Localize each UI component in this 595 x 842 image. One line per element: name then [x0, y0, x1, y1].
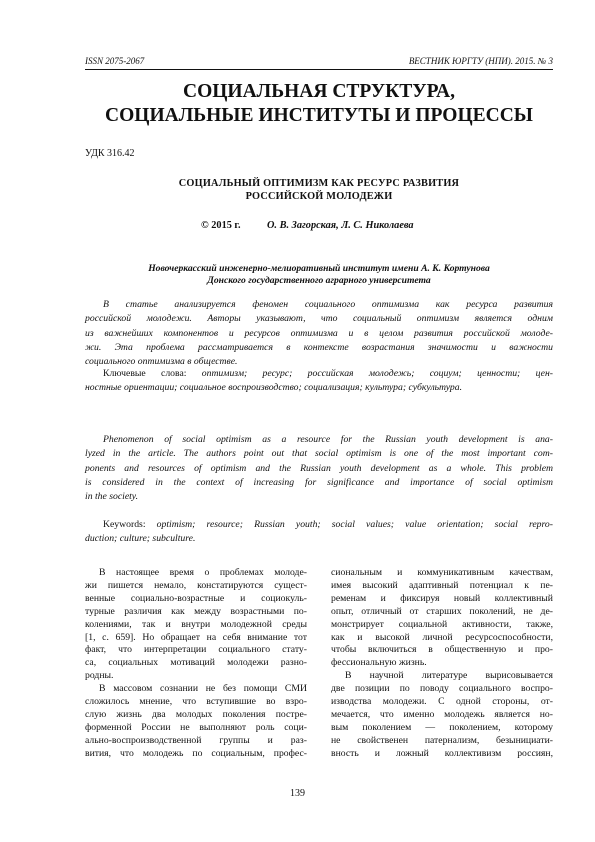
body-line: турные различия как между возрастными по-: [85, 605, 307, 617]
keywords-en-list: optimism; resource; Russian youth; social values; value orientation; social repro-: [156, 519, 553, 530]
keywords-ru-line-1: [85, 367, 553, 381]
journal-issue-label: ВЕСТНИК ЮРГТУ (НПИ). 2015. № 3: [408, 56, 553, 66]
abstract-russian: [85, 298, 553, 369]
body-line: две позиции по поводу социального воспро-: [331, 683, 553, 695]
body-line: венные социально-возрастные и социокуль-: [85, 592, 307, 604]
body-line: сиональным и коммуникативным качествам,: [331, 567, 553, 578]
body-line: родны.: [85, 670, 114, 682]
keywords-ru-line-2: ностные ориентации; социальное воспроизводство; социализация; культура; субкультура.: [85, 382, 462, 394]
body-line: вым поколением — поколением, которому: [331, 721, 553, 733]
abstract-en-line: ponents and resources of optimism and the Russian youth development as a whole. This problem: [85, 462, 553, 474]
body-line: монстрирует социальной активности, также,: [331, 618, 553, 630]
authors: О. В. Загорская, Л. С. Николаева: [267, 220, 414, 231]
body-line: вность и ложный коллективизм россиян,: [331, 747, 553, 759]
abstract-en-line: is considered in the context of increasing for significance and importance of social optimism: [85, 476, 553, 488]
header-divider: [85, 69, 553, 70]
abstract-en-line: lyzed in the article. The authors point out that social optimism is one of the most important com-: [85, 448, 553, 460]
body-line: мечается, что именно молодежь является но-: [331, 708, 553, 720]
body-line: слую жизнь два молодых поколения постре-: [85, 708, 307, 720]
body-column-right: [331, 567, 553, 761]
abstract-ru-line: российской молодежи. Авторы указывают, что социальный оптимизм является одним: [85, 313, 553, 325]
body-line: [1, с. 659]. Но обращает на себя внимание тот: [85, 631, 307, 643]
keywords-ru-label: Ключевые слова:: [103, 368, 187, 379]
body-line: вития, что молодежь по социальным, профес-: [85, 747, 307, 759]
body-line: опыт, отличный от старших поколений, не де-: [331, 605, 553, 617]
keywords-ru-list: оптимизм; ресурс; российская молодежь; социум; ценности; цен-: [201, 368, 554, 379]
page-number: 139: [290, 788, 305, 799]
abstract-ru-line: жи. Эта проблема рассматривается в контексте возрастания значимости и важности: [85, 341, 553, 353]
body-line: сложилось мнение, что вступившие во взро-: [85, 696, 307, 708]
issn-label: ISSN 2075-2067: [85, 56, 145, 66]
body-line: В настоящее время о проблемах молоде-: [99, 567, 307, 578]
body-line: фессиональную жизнь.: [331, 657, 427, 669]
body-line: не свойственен патернализм, безынициати-: [331, 734, 553, 746]
section-title: [85, 80, 553, 128]
body-line: В массовом сознании не без помощи СМИ: [99, 683, 307, 695]
abstract-ru-line: из важнейших компонентов и ресурсов оптимизма и в целом развития российской молоде-: [85, 327, 553, 339]
article-title-line-1: СОЦИАЛЬНЫЙ ОПТИМИЗМ КАК РЕСУРС РАЗВИТИЯ: [178, 178, 460, 189]
body-line: чтобы включиться в общественную и про-: [331, 644, 553, 656]
body-line: как и высокой личной ресурсоспособности,: [331, 631, 553, 643]
abstract-en-line: in the society.: [85, 491, 138, 503]
body-line: факт, что интерпретации социального стату-: [85, 644, 307, 656]
body-line: В научной литературе вырисовывается: [345, 670, 553, 682]
article-title: [85, 177, 553, 203]
body-line: изводства молодежи. С одной стороны, от-: [331, 696, 553, 708]
affiliation-line-1: Новочеркасский инженерно-мелиоративный институт имени А. К. Кортунова: [148, 263, 490, 274]
abstract-en-line: Phenomenon of social optimism as a resource for the Russian youth development is ana-: [103, 434, 553, 445]
abstract-ru-line: социального оптимизма в обществе.: [85, 356, 238, 368]
keywords-en-line-2: duction; culture; subculture.: [85, 533, 196, 545]
abstract-english: [85, 433, 553, 504]
abstract-ru-line: В статье анализируется феномен социального оптимизма как ресурса развития: [103, 299, 553, 310]
body-line: са, социальных мотиваций молодежи разно-: [85, 657, 307, 669]
body-line: имея высокий адаптивный потенциал к пе-: [331, 579, 553, 591]
section-title-line-1: СОЦИАЛЬНАЯ СТРУКТУРА,: [183, 81, 455, 102]
copyright-year: © 2015 г.: [201, 220, 241, 231]
affiliation: [85, 263, 553, 287]
body-line: форменной России не выполняют роль соци-: [85, 721, 307, 733]
body-column-left: [85, 567, 307, 761]
article-title-line-2: РОССИЙСКОЙ МОЛОДЕЖИ: [245, 191, 393, 202]
udc-code: УДК 316.42: [85, 148, 135, 159]
body-line: колениями, так и внутри молодежной среды: [85, 618, 307, 630]
keywords-english: [85, 518, 553, 547]
keywords-russian: [85, 367, 553, 396]
body-line: ально-воспроизводственной группы и раз-: [85, 734, 307, 746]
body-line: жи пишется немало, констатируются сущест-: [85, 579, 307, 591]
section-title-line-2: СОЦИАЛЬНЫЕ ИНСТИТУТЫ И ПРОЦЕССЫ: [105, 105, 533, 126]
keywords-en-line-1: [85, 518, 553, 532]
keywords-en-label: Keywords:: [103, 519, 146, 530]
body-line: ременам и фиксируя новый коллективный: [331, 592, 553, 604]
affiliation-line-2: Донского государственного аграрного университета: [207, 275, 431, 286]
